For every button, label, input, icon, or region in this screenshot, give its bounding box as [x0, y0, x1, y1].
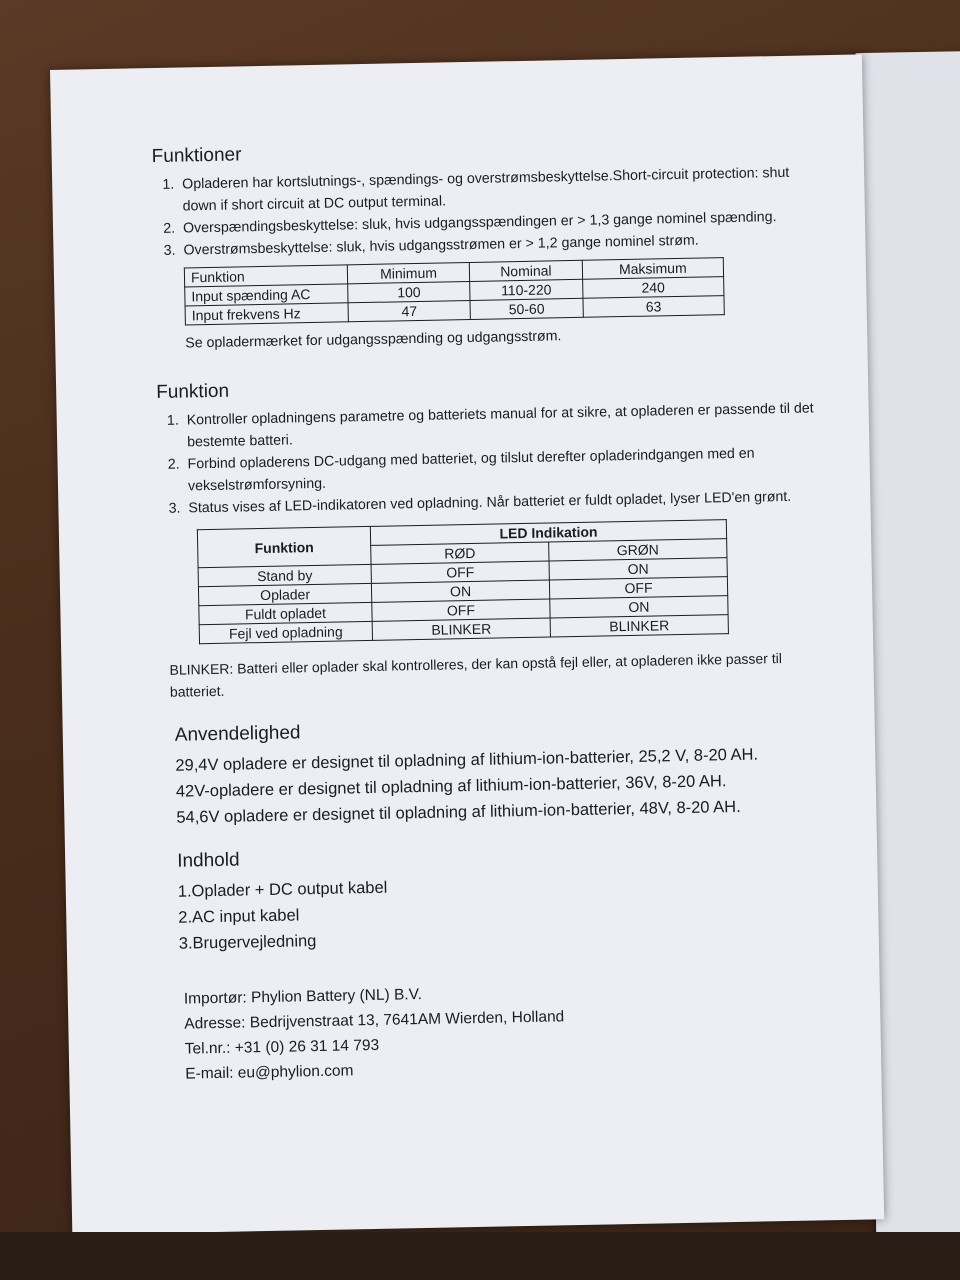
table-cell: 63 — [583, 296, 725, 318]
list-item: 2. Forbind opladerens DC-udgang med batteriet, og tilslut derefter opladerindgangen med en vekselstrømforsyning. — [183, 441, 818, 497]
table-header: Nominal — [469, 260, 582, 281]
table-cell: Input spænding AC — [185, 284, 348, 306]
page-content — [151, 133, 829, 1086]
table-cell: Fejl ved opladning — [199, 621, 372, 643]
table-cell: OFF — [372, 599, 550, 621]
table-cell: 240 — [582, 277, 724, 299]
table-cell: OFF — [371, 561, 549, 583]
section-heading-anvendelighed: Anvendelighed — [174, 722, 301, 746]
list-item: 1. Kontroller opladningens parametre og batteriets manual for at sikre, at opladeren er passende til det bestemte batteri. — [183, 397, 818, 453]
table-cell: BLINKER — [372, 618, 550, 640]
funktion-list — [157, 397, 819, 520]
table-cell: ON — [549, 558, 727, 580]
table-cell: Stand by — [198, 564, 371, 586]
table-cell: 50-60 — [470, 298, 583, 319]
output-note: Se opladermærket for udgangsspænding og udgangsstrøm. — [185, 328, 562, 352]
list-item: 3. Overstrømsbeskyttelse: sluk, hvis udgangsstrømen er > 1,2 gange nominel strøm. — [179, 227, 813, 261]
importer-email: E-mail: eu@phylion.com — [185, 1062, 354, 1083]
list-item: 2.AC input kabel — [178, 906, 300, 927]
table-header: Funktion — [184, 265, 347, 287]
table-header: RØD — [371, 542, 549, 564]
importer-address: Adresse: Bedrijvenstraat 13, 7641AM Wierden, Holland — [184, 1008, 565, 1033]
list-item: 1.Oplader + DC output kabel — [177, 878, 388, 901]
table-header: Maksimum — [582, 258, 724, 280]
table-cell: Oplader — [198, 583, 371, 605]
section-heading-indhold: Indhold — [177, 849, 240, 872]
section-heading-funktioner: Funktioner — [151, 144, 242, 168]
table-header: GRØN — [549, 539, 727, 561]
table-cell: Input frekvens Hz — [185, 303, 348, 325]
list-item: 1. Opladeren har kortslutnings-, spændings- og overstrømsbeskyttelse.Short-circuit protection: shut down if short circuit at DC output terminal. — [178, 161, 813, 217]
table-cell: Fuldt opladet — [199, 602, 372, 624]
importer-name: Importør: Phylion Battery (NL) B.V. — [183, 986, 423, 1008]
list-item: 3.Brugervejledning — [178, 932, 317, 953]
table-cell: ON — [550, 596, 728, 618]
table-cell: 47 — [348, 300, 470, 321]
led-indication-table — [197, 519, 729, 644]
table-header: LED Indikation — [370, 520, 726, 546]
table-cell: 110-220 — [470, 279, 583, 300]
list-item: 29,4V opladere er designet til opladning af lithium-ion-batterier, 25,2 V, 8-20 AH. — [175, 745, 759, 775]
importer-phone: Tel.nr.: +31 (0) 26 31 14 793 — [184, 1036, 380, 1058]
table-cell: BLINKER — [550, 615, 728, 637]
funktioner-list — [152, 161, 814, 262]
list-item: 54,6V opladere er designet til opladning af lithium-ion-batterier, 48V, 8-20 AH. — [176, 797, 741, 827]
list-item: 42V-opladere er designet til opladning af lithium-ion-batterier, 36V, 8-20 AH. — [175, 772, 727, 801]
table-header: Funktion — [197, 526, 371, 567]
indhold-list — [178, 866, 827, 956]
list-item: 2. Overspændingsbeskyttelse: sluk, hvis udgangsspændingen er > 1,3 gange nominel spænding. — [179, 205, 813, 239]
table-cell: 100 — [348, 281, 470, 302]
dark-foreground — [0, 1232, 960, 1280]
section-heading-funktion: Funktion — [156, 380, 230, 404]
table-cell: OFF — [549, 577, 727, 599]
blinker-note: BLINKER: Batteri eller oplader skal kontrolleres, der kan opstå fejl eller, at opladeren ikke passer til batteriet. — [169, 650, 782, 700]
anvendelighed-list — [175, 740, 824, 830]
table-header: Minimum — [347, 262, 469, 283]
list-item: 3. Status vises af LED-indikatoren ved opladning. Når batteriet er fuldt opladet, lyser LED'en grønt. — [184, 485, 818, 519]
manual-page — [50, 54, 884, 1234]
table-cell: ON — [371, 580, 549, 602]
importer-contact — [184, 974, 830, 1086]
input-spec-table — [184, 257, 725, 325]
